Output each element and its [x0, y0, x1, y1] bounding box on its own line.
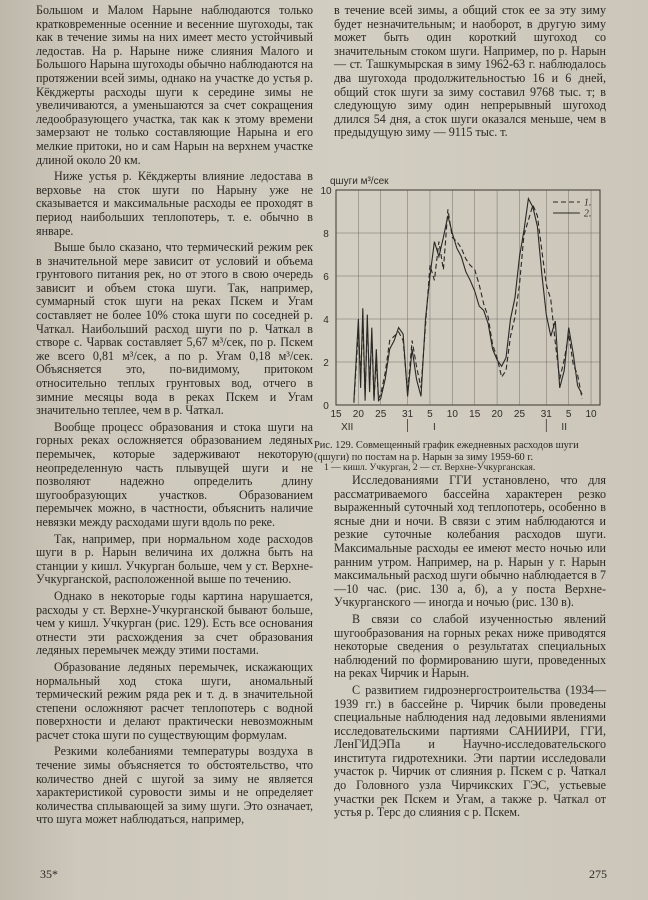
figure-129-chart	[308, 170, 610, 465]
x-tick-label: 25	[513, 409, 526, 420]
paragraph: Резкими колебаниями температуры воздуха в течение зимы объясняется то обстоятельство, что количество дней с шугой за зиму не является характеристикой суровости зимы и не определяет количества сплывающей за зиму шуги. Это означает, что шуга может наблюдаться, например,	[36, 744, 313, 827]
paragraph: Выше было сказано, что термический режим рек в значительной мере зависит от условий и объема грунтового питания рек, но от этого в свою очередь зависит и объем стока шуги. Так, например, суммарный сток шуги на реках Пскем и Угам составляет не более 10% стока шуги по соседней р. Чаткал. Наибольший расход шуги по р. Чаткал в створе с. Чарвак составляет 5,67 м³/сек, по р. Пскем же всего 0,81 м³/сек, а по р. Угам 0,18 м³/сек. Объясняется это, по-видимому, притоком относительно теплых грунтовых вод, отчего в зимние месяцы вода в реках Пскем и Угам значительно теплее, чем в р. Чаткал.	[36, 240, 313, 418]
legend-label-2: 2.	[583, 208, 592, 220]
y-tick-label: 8	[323, 229, 329, 240]
y-tick-label: 0	[323, 401, 329, 412]
y-tick-label: 2	[323, 358, 329, 369]
y-tick-label: 10	[320, 186, 332, 197]
paragraph: Большом и Малом Нарыне наблюдаются только кратковременные осенние и весенние шугоходы, так как в течение зимы на них имеет место устойчивый ледостав. На р. Нарыне ниже слияния Малого и Большого Нарына шугоходы обычно наблюдаются на протяжении всей зимы, однако на участке до устья р. Кёкджерты расходы шуги к середине зимы не увеличиваются, а уменьшаются за счет сокращения ледообразующего участка, так как к этому времени замерзают не только составляющие Нарына и его мелкие притоки, но и сам Нарын на верхнем участке длиной около 20 км.	[36, 3, 313, 167]
paragraph: Исследованиями ГГИ установлено, что для рассматриваемого бассейна характерен резко выраженный суточный ход теплопотерь, особенно в ясные дни и ночи. В связи с этим наблюдаются и резкие суточные колебания расходов шуги. Максимальные расходы ее имеют место ночью или ранним утром. Например, на р. Нарын у г. Нарын максимальный расход шуги обычно наблюдается в 7—10 час. (рис. 130 а, б), а у поста Верхне-Учкурганского — иногда и ночью (рис. 130 в).	[334, 473, 606, 610]
x-tick-label: 20	[491, 409, 503, 420]
x-month-label: XII	[341, 422, 354, 433]
caption-main: Рис. 129. Совмещенный график ежедневных расходов шуги (qшуги) по постам на р. Нарын за зиму 1959-60 г.	[314, 440, 579, 463]
y-axis-label: qшуги м³/сек	[330, 176, 389, 187]
caption-legend: 1 — кишл. Учкурган, 2 — ст. Верхне-Учкурганская.	[324, 463, 536, 474]
y-tick-label: 4	[323, 315, 329, 326]
series-2-line	[354, 199, 582, 401]
x-tick-label: 5	[565, 409, 572, 420]
x-tick-label: 25	[375, 409, 387, 420]
paragraph: Так, например, при нормальном ходе расходов шуги в р. Нарын величина их должна быть на станции у кишл. Учкурган больше, чем у ст. Верхне-Учкурганской, расположенной выше по течению.	[36, 531, 313, 587]
paragraph: в течение всей зимы, а общий сток ее за эту зиму будет незначительным; и наоборот, в другую зиму может быть один короткий шугоход со значительным стоком шуги. Например, по р. Нарын — ст. Ташкумырская в зиму 1962-63 г. наблюдалось два шугохода продолжительностью 16 и 6 дней, общий сток шуги за зиму составил 9768 тыс. т; в следующую зиму один непрерывный шугоход длился 54 дня, а сток шуги оказался меньше, чем в предыдущую зиму — 9115 тыс. т.	[334, 3, 606, 140]
right-column-top	[334, 4, 606, 143]
x-month-label: II	[561, 422, 567, 433]
paragraph: Вообще процесс образования и стока шуги на горных реках осложняется образованием ледяных перемычек, которые задерживают некоторую неопределенную часть плывущей шуги и не позволяют надежно определить длину шугообразующих участков. Образованием перемычек можно, в частности, объяснить наличие невязки между расходами шуги вдоль по реке.	[36, 419, 313, 529]
chart-svg	[308, 170, 610, 445]
right-column-bottom	[334, 474, 606, 823]
x-tick-label: 15	[330, 409, 342, 420]
series-1-line	[354, 205, 582, 403]
paragraph: В связи со слабой изученностью явлений шугообразования на горных реках ниже приводятся некоторые сведения о результатах специальных наблюдений по формированию шуги, проведенных на реках Чирчик и Нарын.	[334, 611, 606, 681]
paragraph: Ниже устья р. Кёкджерты влияние ледостава в верховье на сток шуги по Нарыну уже не сказывается и максимальные расходы ее проходят в период наибольших теплопотерь, т. е. обычно в январе.	[36, 169, 313, 238]
x-tick-label: 5	[427, 409, 433, 420]
x-tick-label: 20	[352, 409, 364, 420]
page-number: 275	[589, 867, 607, 881]
figure-caption	[314, 440, 606, 475]
x-tick-label: 10	[446, 409, 458, 420]
paragraph: Однако в некоторые годы картина нарушается, расходы у ст. Верхне-Учкурганской бывают больше, чем у кишл. Учкурган (рис. 129). Есть все основания отнести эти расхождения за счет образования ледяных перемычек между этими постами.	[36, 588, 313, 658]
x-month-label: I	[433, 422, 436, 433]
legend-label-1: 1.	[583, 197, 592, 209]
x-tick-label: 31	[402, 409, 414, 420]
y-tick-label: 6	[323, 272, 329, 283]
left-column	[36, 4, 313, 830]
x-tick-label: 15	[469, 409, 481, 420]
paragraph: Образование ледяных перемычек, искажающих нормальный ход стока шуги, аномальный термический режим ряда рек и т. д. в значительной степени осложняют расчет теплопотерь с водной поверхности и делают практически невозможным расчет стока шуги по существующим формулам.	[36, 659, 313, 742]
paragraph: С развитием гидроэнергостроительства (1934—1939 гг.) в бассейне р. Чирчик были проведены специальные наблюдения над ледовыми явлениями исследовательскими партиями САНИИРИ, ГГИ, ЛенГИДЭПа и Научно-исследовательского института гидротехники. Эти партии исследовали участок р. Чирчик от слияния р. Пскем с р. Чаткал до Головного узла Чирчикских ГЭС, устьевые участки рек Пскем и Угам, а также р. Чаткал от устья р. Терс до слияния с р. Пскем.	[334, 682, 606, 820]
signature-mark: 35*	[40, 867, 58, 881]
x-tick-label: 10	[585, 409, 597, 420]
x-tick-label: 31	[540, 409, 552, 420]
